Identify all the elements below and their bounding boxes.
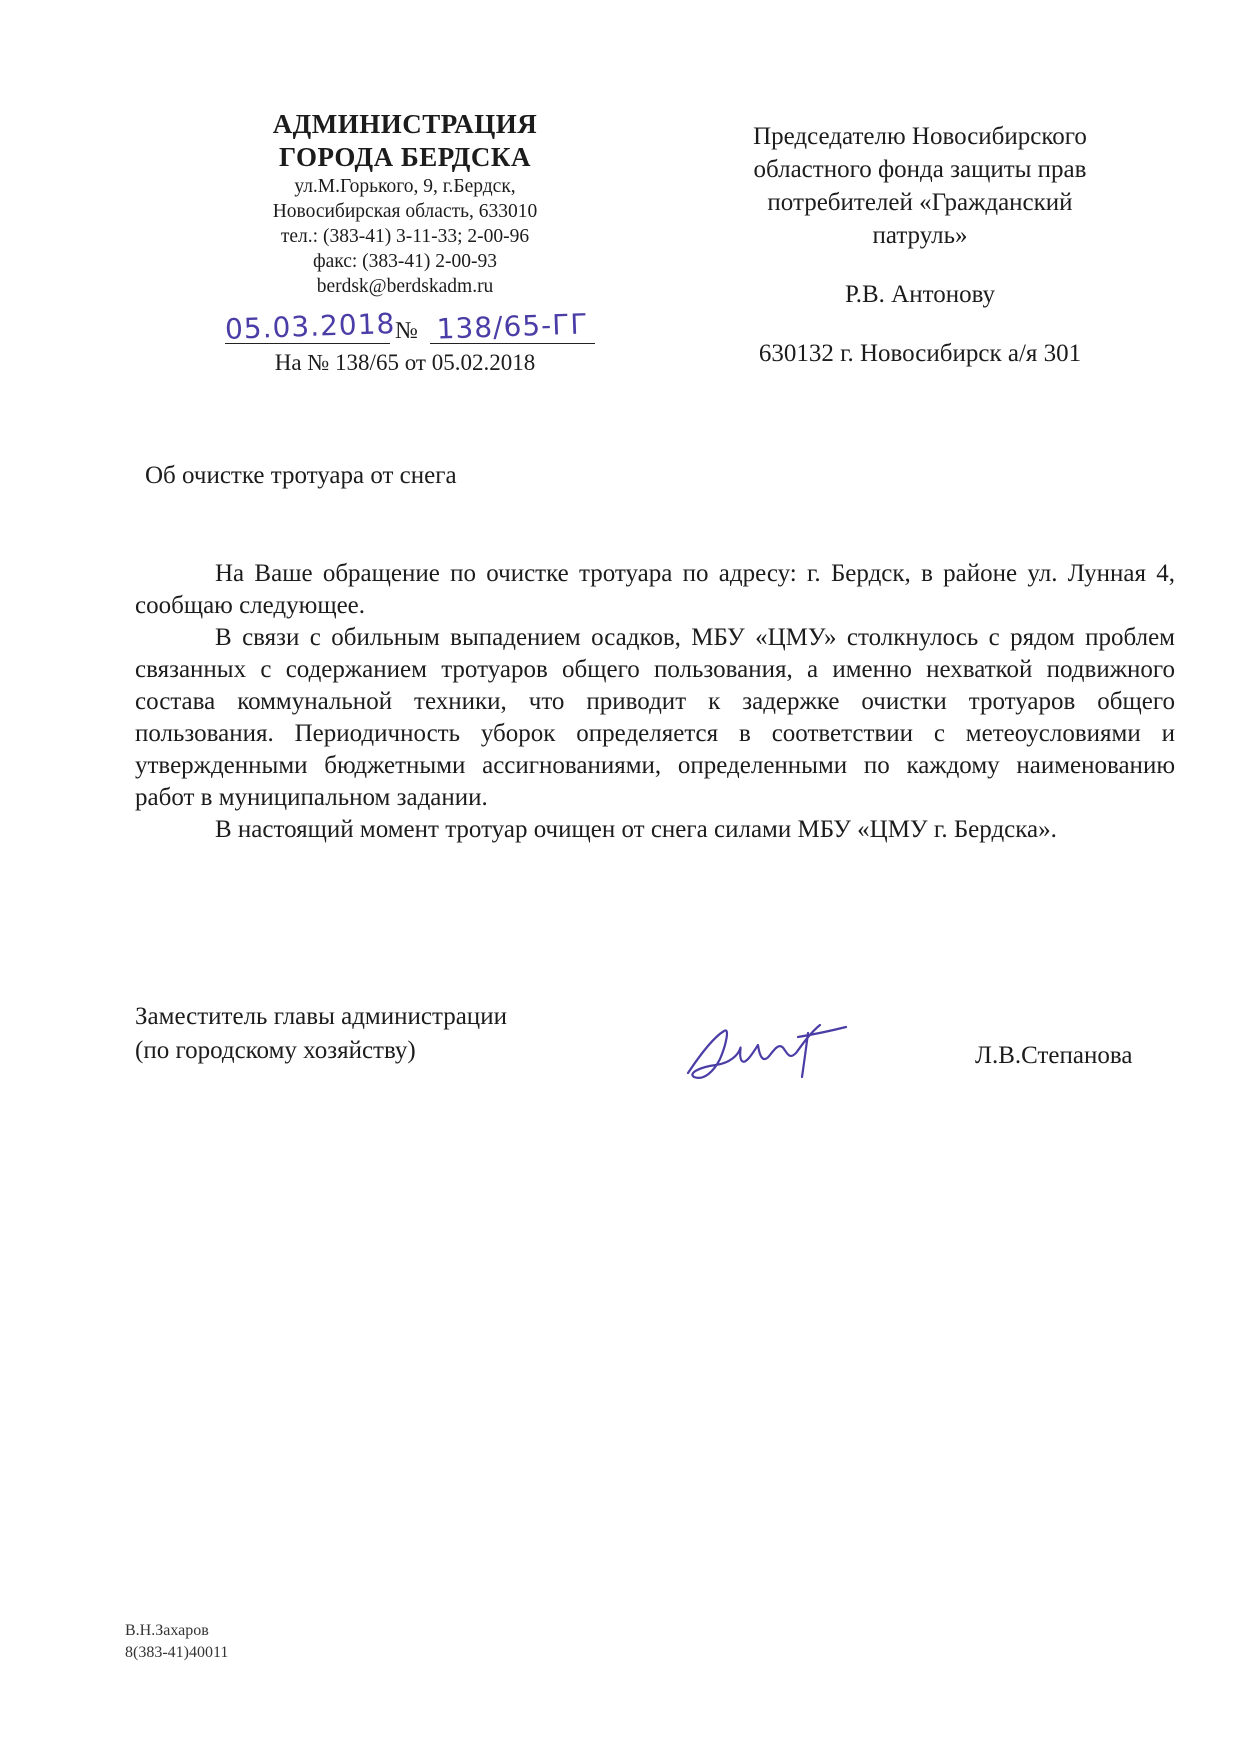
reference-line: На № 138/65 от 05.02.2018 [274,350,536,375]
registration-date: 05.03.2018 [224,306,396,346]
recipient-address: 630132 г. Новосибирск а/я 301 [758,340,1082,367]
sender-org-line1: АДМИНИСТРАЦИЯ [272,109,538,139]
sender-address2: Новосибирская область, 633010 [272,201,538,222]
sender-email: berdsk@berdskadm.ru [316,276,494,297]
recipient-block [690,120,1150,370]
recipient-line2: областного фонда защиты прав [753,156,1087,183]
registration-line [205,300,605,350]
executor-block [125,1620,228,1664]
sender-address1: ул.М.Горького, 9, г.Бердск, [294,176,516,197]
letter-body [135,558,1175,846]
recipient-name: Р.В. Антонову [844,281,996,308]
signatory-name: Л.В.Степанова [975,1042,1133,1069]
signatory-title [135,1000,507,1068]
sender-org-line2: ГОРОДА БЕРДСКА [279,142,531,172]
recipient-line4: патруль» [872,222,968,249]
letter-subject: Об очистке тротуара от снега [145,462,457,489]
body-paragraph-1: На Ваше обращение по очистке тротуара по адресу: г. Бердск, в районе ул. Лунная 4, сообщаю следующее. [135,560,1175,619]
registration-number: 138/65-ГГ [436,307,589,346]
handwritten-signature [680,1015,850,1095]
sender-block [205,108,605,299]
registration-date-field [224,306,396,346]
sender-phone: тел.: (383-41) 3-11-33; 2-00-96 [280,226,530,247]
body-paragraph-2: В связи с обильным выпадением осадков, МБУ «ЦМУ» столкнулось с рядом проблем связанных с содержанием тротуаров общего пользования, а именно нехваткой подвижного состава коммунальной техники, что приводит к задержке очистки тротуаров общего пользования. Периодичность уборок определяется в соответствии с метеоусловиями и утвержденными бюджетными ассигнованиями, определенными по каждому наименованию работ в муниципальном задании. [135,624,1175,811]
registration-number-sign: № [395,318,418,344]
sender-fax: факс: (383-41) 2-00-93 [312,251,498,272]
recipient-line1: Председателю Новосибирского [753,123,1087,150]
body-paragraph-3: В настоящий момент тротуар очищен от снега силами МБУ «ЦМУ г. Бердска». [215,816,1057,843]
executor-phone: 8(383-41)40011 [125,1644,229,1661]
registration-number-field [430,307,595,346]
signatory-title-line2: (по городскому хозяйству) [135,1037,416,1064]
recipient-line3: потребителей «Гражданский [767,189,1073,216]
signatory-title-line1: Заместитель главы администрации [135,1003,507,1030]
signature-scribble-icon [680,1015,850,1095]
executor-name: В.Н.Захаров [125,1622,209,1639]
